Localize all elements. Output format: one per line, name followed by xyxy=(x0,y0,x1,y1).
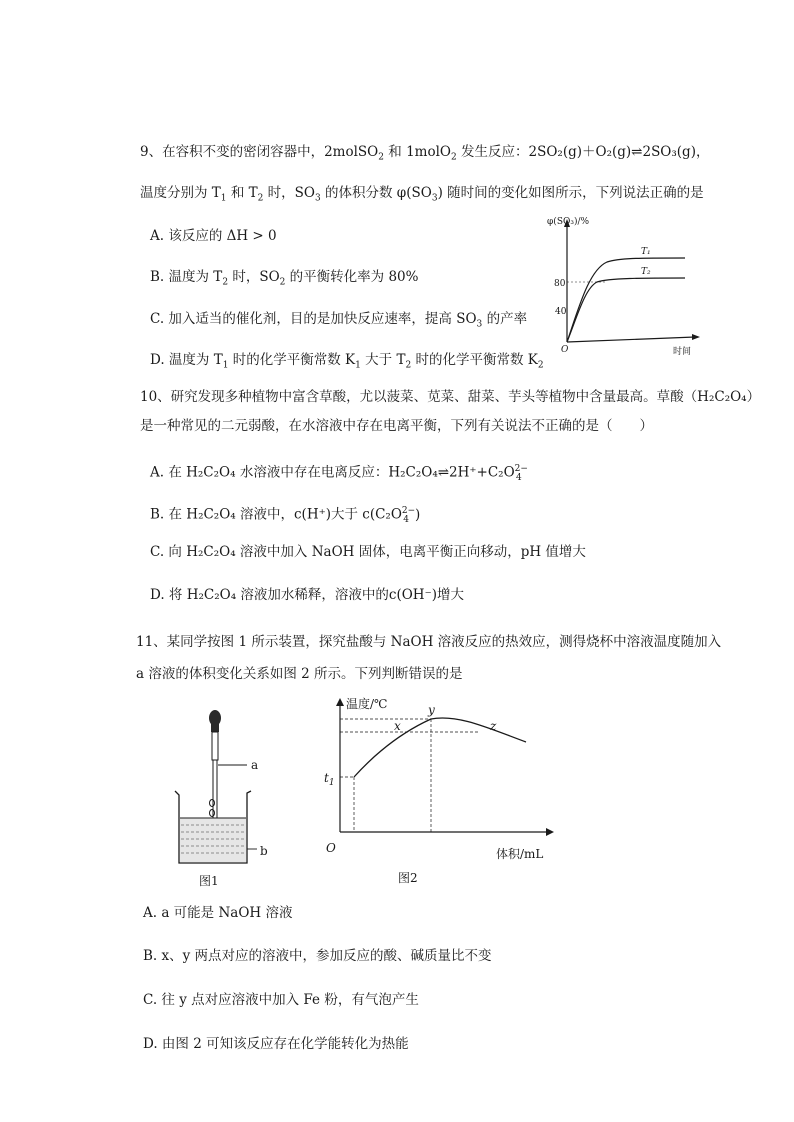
q9-subscript: 3 xyxy=(431,193,438,204)
x-axis-arrow xyxy=(692,334,700,340)
q9-stem-text: 和 xyxy=(383,144,407,160)
option-subscript: 1 xyxy=(355,360,361,371)
option-subscript: 2 xyxy=(222,277,229,288)
option-text: C. 向 H₂C₂O₄ 溶液中加入 NaOH 固体，电离平衡正向移动，pH 值增大 xyxy=(150,544,586,560)
q11-option-b[interactable] xyxy=(143,946,492,966)
q9-stem-text: 9、在容积不变的密闭容器中， xyxy=(140,144,325,160)
q11-stem-text: 11、某同学按图 1 所示装置，探究盐酸与 NaOH 溶液反应的热效应，测得烧杯中溶液温度随加入 xyxy=(136,634,722,650)
option-text: ) xyxy=(414,506,421,523)
q10-stem-line1 xyxy=(140,387,760,407)
option-subscript: 1 xyxy=(222,360,229,371)
option-subscript: 2 xyxy=(279,277,286,288)
option-subscript: 4 xyxy=(515,473,522,484)
option-text: 时的化学平衡常数 K xyxy=(411,352,538,368)
q10-option-b[interactable] xyxy=(150,501,420,530)
q11-stem-line1 xyxy=(136,632,721,652)
q9-stem-text: 温度分别为 T xyxy=(140,185,221,201)
q10-option-c[interactable] xyxy=(150,542,586,562)
option-text: D. 温度为 T xyxy=(150,352,223,368)
q9-subscript: 2 xyxy=(378,152,384,163)
option-text: D. 由图 2 可知该反应存在化学能转化为热能 xyxy=(143,1036,409,1052)
option-subscript: 3 xyxy=(476,319,483,330)
q10-option-d[interactable] xyxy=(150,585,464,605)
q9-option-b[interactable] xyxy=(150,267,418,293)
option-text: A. 该反应的 ΔH > 0 xyxy=(150,228,277,244)
temperature-curve xyxy=(354,718,526,777)
label-a: a xyxy=(251,758,259,772)
option-superscript: 2− xyxy=(514,464,528,474)
curve-t1 xyxy=(567,258,685,342)
q10-option-a[interactable] xyxy=(150,459,528,488)
point-y-label: y xyxy=(428,703,435,717)
q9-phi-time-graph xyxy=(545,212,705,360)
curve-t2-label: T₂ xyxy=(641,267,651,277)
label-b: b xyxy=(260,844,268,858)
x-axis xyxy=(567,337,695,342)
option-text: 大于 T xyxy=(360,352,406,368)
curve-t1-label: T₁ xyxy=(641,247,651,257)
q9-subscript: 1 xyxy=(220,193,227,204)
tick-label-40: 40 xyxy=(555,307,567,317)
option-text: A. 在 H₂C₂O₄ 水溶液中存在电离反应：H₂C₂O₄⇌2H⁺+C₂O xyxy=(150,464,515,481)
option-text: C. 加入适当的催化剂，目的是加快反应速率，提高 SO xyxy=(150,311,477,327)
option-text: D. 将 H₂C₂O₄ 溶液加水稀释，溶液中的c(OH⁻)增大 xyxy=(150,587,464,603)
q9-stem-text: 时，SO xyxy=(263,185,315,201)
y-axis-label: 温度/℃ xyxy=(346,697,388,711)
q9-stem-text: 2molSO xyxy=(324,144,379,160)
q11-stem-text: a 溶液的体积变化关系如图 2 所示。下列判断错误的是 xyxy=(136,666,463,682)
t1-tick-label: $t_1$ xyxy=(324,771,335,788)
figure1-apparatus xyxy=(165,705,280,895)
q9-stem-text: ) 随时间的变化如图所示，下列说法正确的是 xyxy=(437,185,704,201)
q9-equation: 2SO₂(g)＋O₂(g)⇌2SO₃(g)， xyxy=(528,144,710,160)
option-text: 的平衡转化率为 80% xyxy=(285,269,419,285)
option-text: A. a 可能是 NaOH 溶液 xyxy=(143,905,293,921)
option-text: 时，SO xyxy=(228,269,280,285)
q10-stem-text: 10、研究发现多种植物中富含草酸，尤以菠菜、苋菜、甜菜、芋头等植物中含量最高。草酸（H₂C₂O₄） xyxy=(140,389,761,405)
q9-stem-text: 发生反应： xyxy=(456,144,529,160)
y-axis-label: φ(SO₃)/% xyxy=(547,217,590,227)
q9-stem-text: 的体积分数 φ(SO xyxy=(320,185,432,201)
q9-stem-text: 和 T xyxy=(226,185,258,201)
x-axis-arrow xyxy=(546,828,554,836)
option-text: C. 往 y 点对应溶液中加入 Fe 粉，有气泡产生 xyxy=(143,992,419,1008)
tick-label-80: 80 xyxy=(554,279,566,289)
q9-stem-text: 1molO xyxy=(406,144,451,160)
option-text: B. 在 H₂C₂O₄ 溶液中，c(H⁺)大于 c(C₂O xyxy=(150,506,402,523)
origin-label: O xyxy=(326,841,336,855)
q10-stem-text: 是一种常见的二元弱酸，在水溶液中存在电离平衡，下列有关说法不正确的是（ ） xyxy=(140,418,653,434)
q9-stem-line1 xyxy=(140,142,709,168)
y-axis-arrow xyxy=(336,698,344,706)
option-text: B. x、y 两点对应的溶液中，参加反应的酸、碱质量比不变 xyxy=(143,948,492,964)
x-axis-label: 时间 xyxy=(673,347,692,357)
option-subscript: 2 xyxy=(405,360,412,371)
point-x-label: x xyxy=(394,719,401,733)
q9-option-c[interactable] xyxy=(150,309,527,335)
figure1-caption: 图1 xyxy=(199,874,219,888)
q9-option-d[interactable] xyxy=(150,350,544,376)
option-text: 的产率 xyxy=(482,311,528,327)
q10-stem-line2 xyxy=(140,416,653,436)
option-subscript: 2 xyxy=(537,360,544,371)
option-subscript: 4 xyxy=(403,515,409,526)
q9-option-a[interactable] xyxy=(150,226,277,246)
x-axis-label: 体积/mL xyxy=(496,847,544,861)
option-text: 时的化学平衡常数 K xyxy=(228,352,356,368)
q11-option-c[interactable] xyxy=(143,990,419,1010)
q9-subscript: 3 xyxy=(314,193,321,204)
point-z-label: z xyxy=(490,719,497,733)
q9-subscript: 2 xyxy=(257,193,264,204)
figure2-temperature-volume-graph xyxy=(318,690,563,890)
q11-option-d[interactable] xyxy=(143,1034,409,1054)
origin-label: O xyxy=(561,345,569,355)
q11-stem-line2 xyxy=(136,664,463,684)
q11-option-a[interactable] xyxy=(143,903,292,923)
curve-t2 xyxy=(567,278,685,342)
figure2-caption: 图2 xyxy=(398,871,418,885)
option-superscript: 2− xyxy=(401,506,416,516)
option-text: B. 温度为 T xyxy=(150,269,223,285)
q9-subscript: 2 xyxy=(450,152,457,163)
q9-stem-line2 xyxy=(140,183,704,209)
